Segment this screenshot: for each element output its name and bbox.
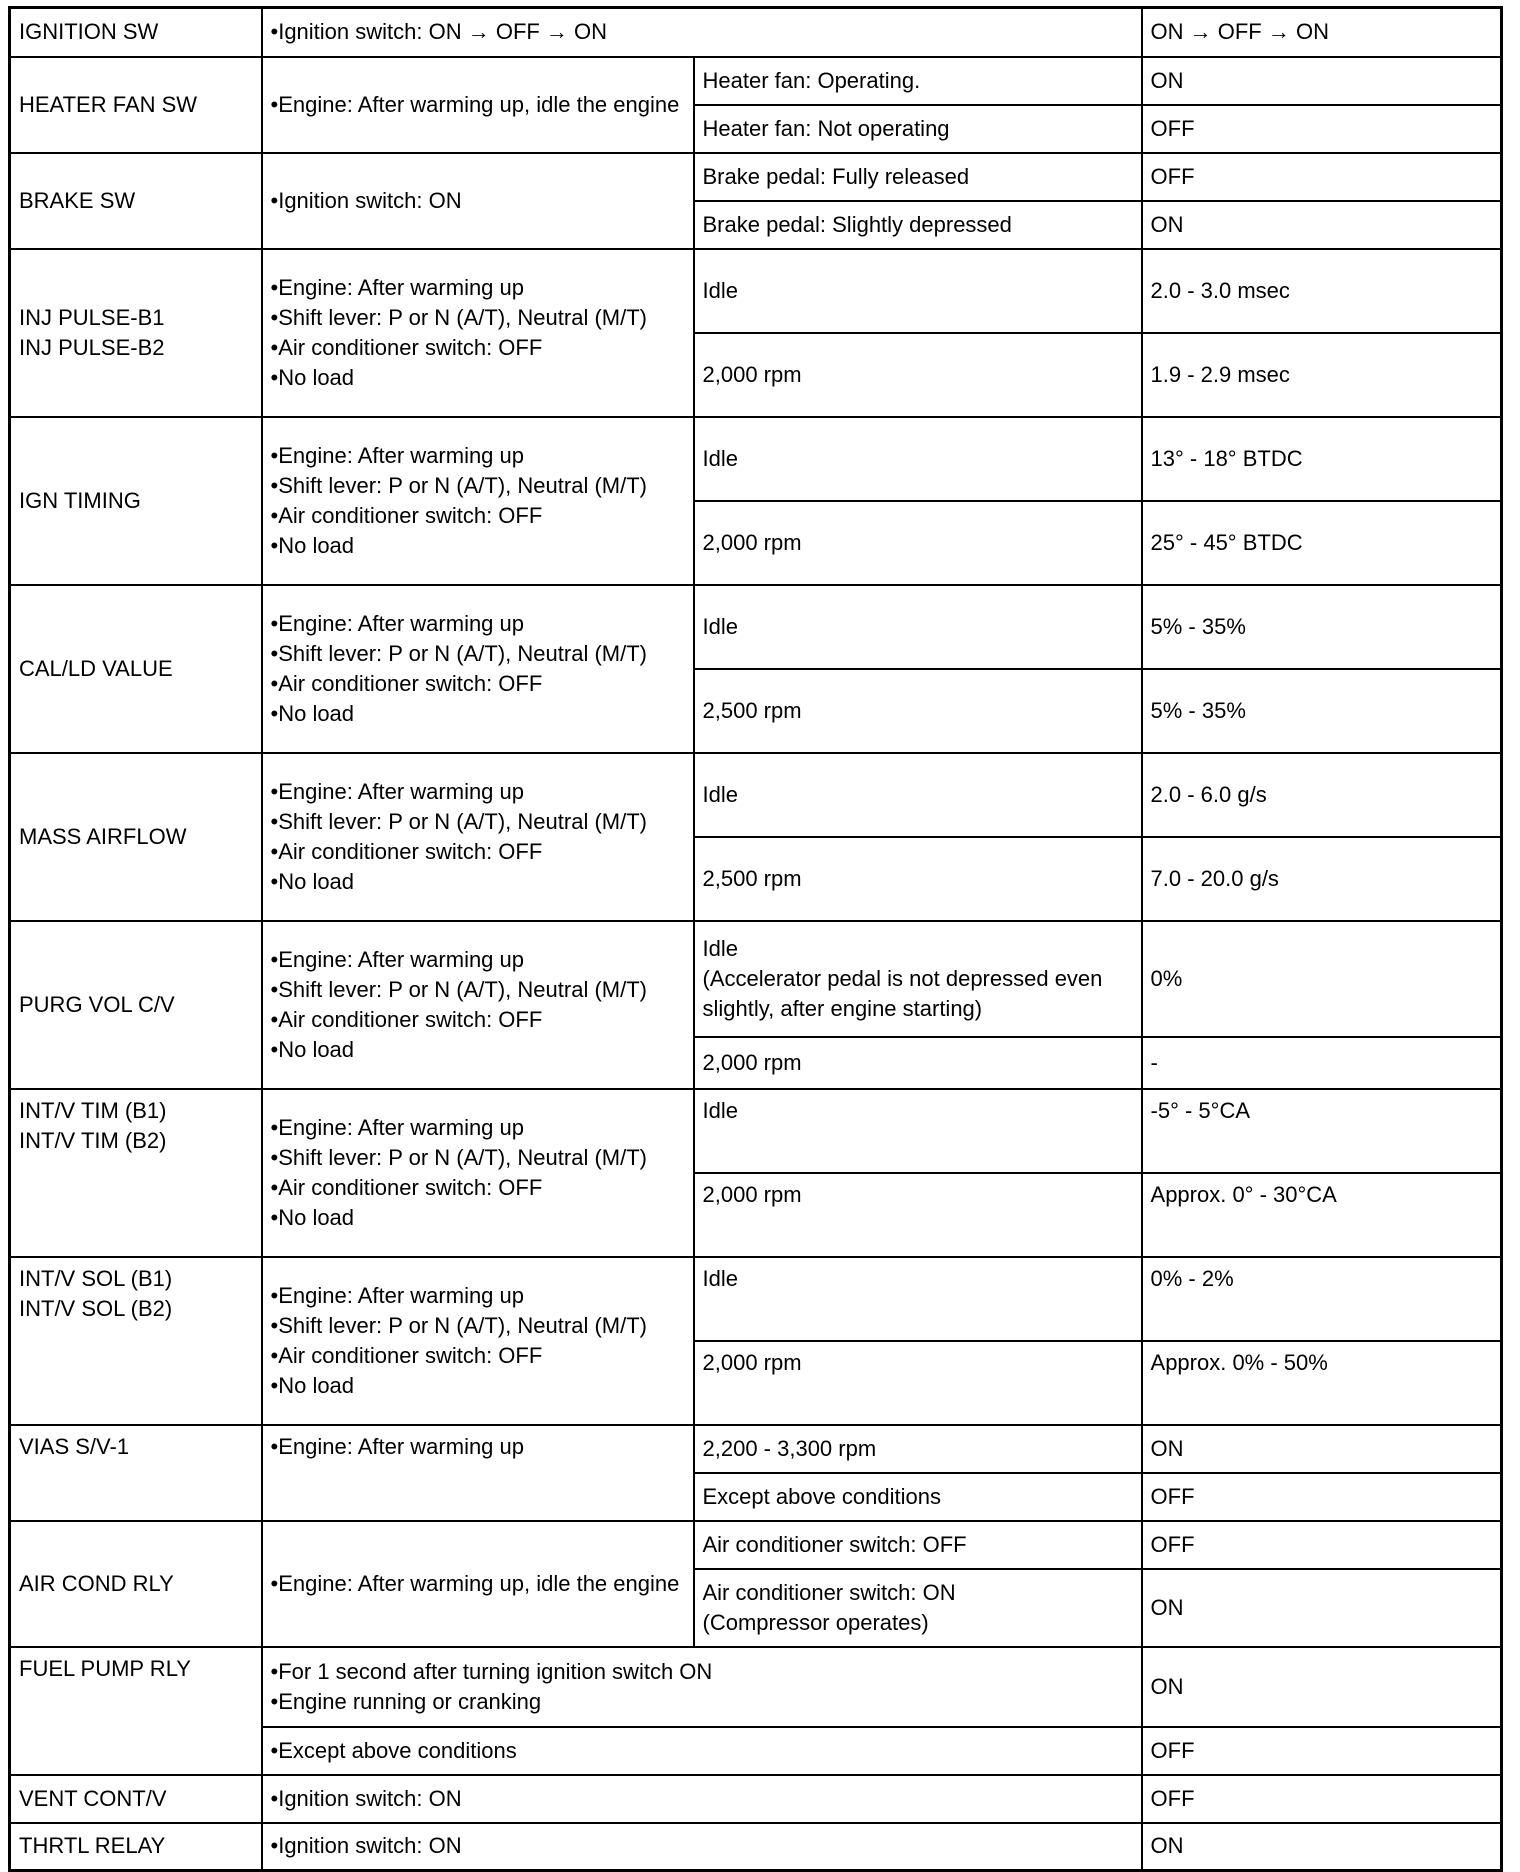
table-row — [10, 57, 1502, 105]
specification-value: ON → OFF → ON — [1142, 8, 1502, 57]
specification-value: OFF — [1142, 1727, 1502, 1775]
table-row — [10, 753, 1502, 837]
sub-condition: Heater fan: Not operating — [694, 105, 1142, 153]
specification-value: ON — [1142, 57, 1502, 105]
sub-condition: Idle — [694, 417, 1142, 501]
parameter-name: INT/V SOL (B1) INT/V SOL (B2) — [10, 1257, 262, 1425]
table-row — [10, 1521, 1502, 1569]
sub-condition: 2,000 rpm — [694, 1173, 1142, 1257]
specification-value: 0% — [1142, 921, 1502, 1037]
parameter-name: MASS AIRFLOW — [10, 753, 262, 921]
table-row — [10, 1425, 1502, 1473]
specification-value: ON — [1142, 201, 1502, 249]
sub-condition: Idle — [694, 1257, 1142, 1341]
specification-value: ON — [1142, 1425, 1502, 1473]
sub-condition: 2,200 - 3,300 rpm — [694, 1425, 1142, 1473]
monitor-condition: •Engine: After warming up •Shift lever: P or N (A/T), Neutral (M/T) •Air conditioner switch: OFF •No load — [262, 417, 694, 585]
sub-condition: 2,000 rpm — [694, 1037, 1142, 1089]
specification-value: - — [1142, 1037, 1502, 1089]
data-monitor-spec-table — [8, 6, 1503, 1872]
monitor-condition: •Engine: After warming up •Shift lever: P or N (A/T), Neutral (M/T) •Air conditioner switch: OFF •No load — [262, 753, 694, 921]
specification-value: OFF — [1142, 1521, 1502, 1569]
parameter-name: VIAS S/V-1 — [10, 1425, 262, 1521]
monitor-condition: •Except above conditions — [262, 1727, 1142, 1775]
table-row — [10, 1089, 1502, 1173]
sub-condition: 2,500 rpm — [694, 837, 1142, 921]
specification-value: OFF — [1142, 105, 1502, 153]
monitor-condition: •Engine: After warming up, idle the engine — [262, 1521, 694, 1647]
sub-condition: Idle — [694, 585, 1142, 669]
sub-condition: 2,000 rpm — [694, 501, 1142, 585]
sub-condition: Idle — [694, 753, 1142, 837]
parameter-name: INT/V TIM (B1) INT/V TIM (B2) — [10, 1089, 262, 1257]
specification-value: 5% - 35% — [1142, 669, 1502, 753]
table-row — [10, 1823, 1502, 1871]
parameter-name: IGN TIMING — [10, 417, 262, 585]
table-row — [10, 249, 1502, 333]
sub-condition: Brake pedal: Fully released — [694, 153, 1142, 201]
specification-value: OFF — [1142, 1775, 1502, 1823]
specification-value: 1.9 - 2.9 msec — [1142, 333, 1502, 417]
table-row — [10, 153, 1502, 201]
table-row — [10, 1257, 1502, 1341]
sub-condition: 2,000 rpm — [694, 1341, 1142, 1425]
monitor-condition: •Engine: After warming up — [262, 1425, 694, 1521]
table-row — [10, 921, 1502, 1037]
parameter-name: HEATER FAN SW — [10, 57, 262, 153]
monitor-condition: •Ignition switch: ON — [262, 1823, 1142, 1871]
monitor-condition: •Ignition switch: ON — [262, 1775, 1142, 1823]
parameter-name: VENT CONT/V — [10, 1775, 262, 1823]
table-row — [10, 1647, 1502, 1727]
specification-value: 2.0 - 6.0 g/s — [1142, 753, 1502, 837]
monitor-condition: •Engine: After warming up •Shift lever: P or N (A/T), Neutral (M/T) •Air conditioner switch: OFF •No load — [262, 921, 694, 1089]
sub-condition: Air conditioner switch: ON (Compressor operates) — [694, 1569, 1142, 1647]
sub-condition: Heater fan: Operating. — [694, 57, 1142, 105]
parameter-name: CAL/LD VALUE — [10, 585, 262, 753]
monitor-condition: •Engine: After warming up •Shift lever: P or N (A/T), Neutral (M/T) •Air conditioner switch: OFF •No load — [262, 249, 694, 417]
parameter-name: BRAKE SW — [10, 153, 262, 249]
specification-value: 5% - 35% — [1142, 585, 1502, 669]
specification-value: 13° - 18° BTDC — [1142, 417, 1502, 501]
monitor-condition: •Engine: After warming up •Shift lever: P or N (A/T), Neutral (M/T) •Air conditioner switch: OFF •No load — [262, 585, 694, 753]
parameter-name: FUEL PUMP RLY — [10, 1647, 262, 1775]
specification-value: Approx. 0% - 50% — [1142, 1341, 1502, 1425]
table-row — [10, 8, 1502, 57]
specification-value: 25° - 45° BTDC — [1142, 501, 1502, 585]
table-row — [10, 585, 1502, 669]
monitor-condition: •Engine: After warming up, idle the engine — [262, 57, 694, 153]
parameter-name: PURG VOL C/V — [10, 921, 262, 1089]
parameter-name: THRTL RELAY — [10, 1823, 262, 1871]
specification-value: Approx. 0° - 30°CA — [1142, 1173, 1502, 1257]
specification-value: ON — [1142, 1823, 1502, 1871]
table-row — [10, 417, 1502, 501]
sub-condition: Idle — [694, 249, 1142, 333]
specification-value: ON — [1142, 1569, 1502, 1647]
sub-condition: Idle — [694, 1089, 1142, 1173]
table-row — [10, 1775, 1502, 1823]
sub-condition: Brake pedal: Slightly depressed — [694, 201, 1142, 249]
sub-condition: Except above conditions — [694, 1473, 1142, 1521]
specification-value: 0% - 2% — [1142, 1257, 1502, 1341]
specification-value: 7.0 - 20.0 g/s — [1142, 837, 1502, 921]
specification-value: 2.0 - 3.0 msec — [1142, 249, 1502, 333]
monitor-condition: •Engine: After warming up •Shift lever: P or N (A/T), Neutral (M/T) •Air conditioner switch: OFF •No load — [262, 1257, 694, 1425]
monitor-condition: •Ignition switch: ON — [262, 153, 694, 249]
parameter-name: AIR COND RLY — [10, 1521, 262, 1647]
specification-value: OFF — [1142, 153, 1502, 201]
specification-value: -5° - 5°CA — [1142, 1089, 1502, 1173]
specification-value: ON — [1142, 1647, 1502, 1727]
sub-condition: Idle (Accelerator pedal is not depressed even slightly, after engine starting) — [694, 921, 1142, 1037]
sub-condition: 2,000 rpm — [694, 333, 1142, 417]
monitor-condition: •For 1 second after turning ignition switch ON •Engine running or cranking — [262, 1647, 1142, 1727]
monitor-condition: •Engine: After warming up •Shift lever: P or N (A/T), Neutral (M/T) •Air conditioner switch: OFF •No load — [262, 1089, 694, 1257]
specification-value: OFF — [1142, 1473, 1502, 1521]
sub-condition: Air conditioner switch: OFF — [694, 1521, 1142, 1569]
monitor-condition: •Ignition switch: ON → OFF → ON — [262, 8, 1142, 57]
sub-condition: 2,500 rpm — [694, 669, 1142, 753]
parameter-name: INJ PULSE-B1 INJ PULSE-B2 — [10, 249, 262, 417]
parameter-name: IGNITION SW — [10, 8, 262, 57]
